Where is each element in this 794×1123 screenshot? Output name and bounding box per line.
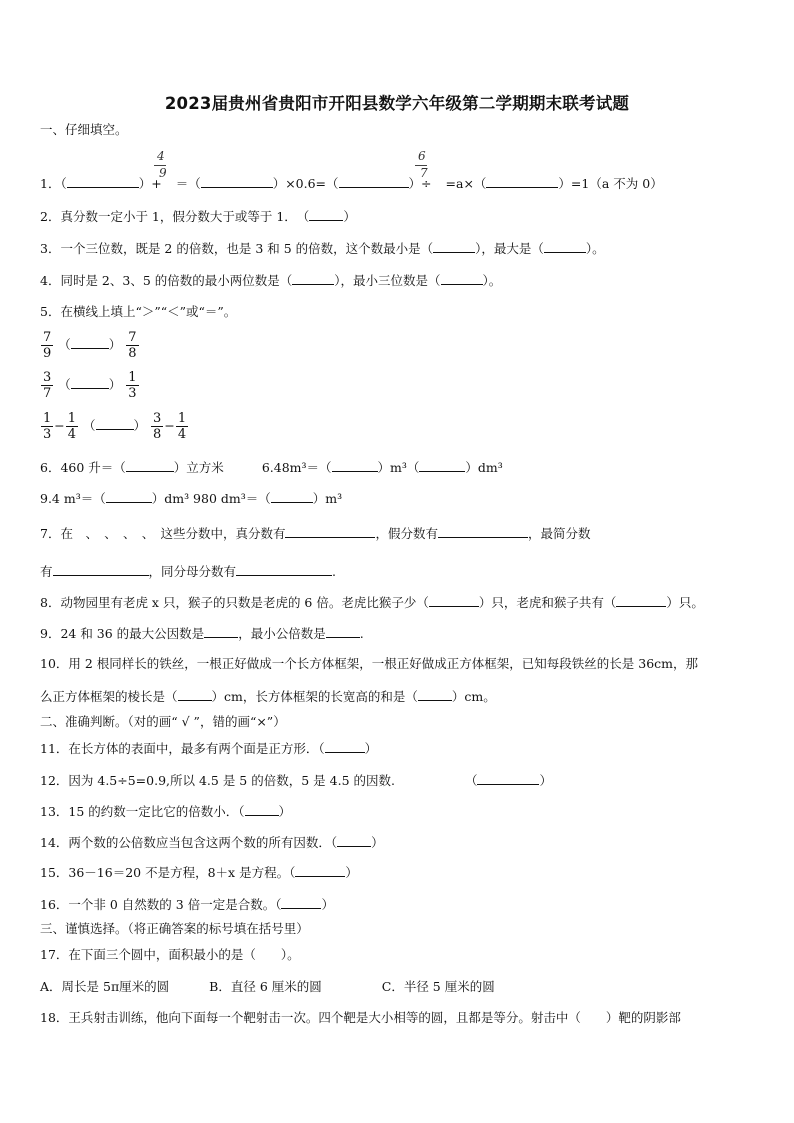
question-6: 6．460 升＝（ ）立方米 6.48m³＝（ ）m³（ ）dm³ — [40, 460, 503, 475]
blank[interactable] — [418, 688, 452, 701]
fraction: $\frac{3}{7}$ — [43, 370, 52, 401]
question-7: 7．在 、 、 、 、 这些分数中，真分数有 ，假分数有 ，最简分数 — [40, 526, 591, 541]
blank[interactable] — [178, 688, 212, 701]
option-b[interactable]: B．直径 6 厘米的圆 — [209, 979, 322, 994]
question-10: 10．用 2 根同样长的铁丝，一根正好做成一个长方体框架，一根正好做成正方体框架，已知每段铁丝的长是 36cm，那 — [40, 656, 699, 671]
blank[interactable] — [419, 459, 465, 472]
fraction: $\frac{1}{3}$ — [43, 411, 52, 442]
question-17-options — [40, 979, 495, 995]
section-2-heading: 二、准确判断。（对的画“ √ ”，错的画“×”） — [40, 714, 286, 729]
blank[interactable] — [204, 625, 238, 638]
blank[interactable] — [245, 803, 279, 816]
blank[interactable] — [339, 175, 409, 188]
blank[interactable] — [486, 175, 558, 188]
question-2: 2．真分数一定小于 1，假分数大于或等于 1． （ ） — [40, 209, 356, 224]
blank[interactable] — [616, 594, 666, 607]
blank[interactable] — [477, 772, 539, 785]
question-9: 9．24 和 36 的最大公因数是 ，最小公倍数是 . — [40, 626, 364, 641]
compare-row-1: $\frac{7}{9}$ （ ） $\frac{7}{8}$ — [43, 330, 137, 361]
fraction-numerator: 4 — [157, 149, 165, 163]
blank[interactable] — [441, 272, 483, 285]
question-10-cont: 么正方体框架的棱长是（ ）cm，长方体框架的长宽高的和是（ ）cm。 — [40, 689, 496, 704]
fraction: $\frac{7}{8}$ — [128, 330, 137, 361]
blank[interactable] — [309, 208, 343, 221]
blank[interactable] — [295, 864, 345, 877]
section-3-heading: 三、谨慎选择。（将正确答案的标号填在括号里） — [40, 921, 309, 936]
blank[interactable] — [53, 563, 149, 576]
blank[interactable] — [433, 240, 475, 253]
question-7-cont: 有 ，同分母分数有 . — [40, 564, 337, 579]
blank[interactable] — [292, 272, 334, 285]
question-14: 14．两个数的公倍数应当包含这两个数的所有因数．（ ） — [40, 835, 384, 850]
blank[interactable] — [325, 740, 365, 753]
blank[interactable] — [106, 490, 152, 503]
question-11: 11．在长方体的表面中，最多有两个面是正方形．（ ） — [40, 741, 378, 756]
blank[interactable] — [271, 490, 313, 503]
question-6b: 9.4 m³＝（ ）dm³ 980 dm³＝（ ）m³ — [40, 491, 343, 506]
question-13: 13．15 的约数一定比它的倍数小．（ ） — [40, 804, 292, 819]
question-12: 12．因为 4.5÷5=0.9,所以 4.5 是 5 的倍数，5 是 4.5 的因数. （ ） — [40, 773, 552, 788]
blank[interactable] — [71, 376, 109, 389]
blank[interactable] — [126, 459, 174, 472]
fraction: $\frac{1}{4}$ — [177, 411, 187, 442]
question-1: 1．（ ）+ ＝（ ）×0.6=（ ）÷ =a×（ ）=1（a 不为 0） — [40, 176, 663, 191]
question-18: 18．王兵射击训练，他向下面每一个靶射击一次。四个靶是大小相等的圆，且都是等分。射击中（ ）靶的阴影部 — [40, 1010, 681, 1025]
section-1-heading: 一、仔细填空。 — [40, 122, 128, 137]
fraction: $\frac{1}{4}$ — [67, 411, 77, 442]
blank[interactable] — [236, 563, 332, 576]
fraction-denominator: 9 — [159, 166, 167, 180]
option-c[interactable]: C．半径 5 厘米的圆 — [381, 979, 495, 994]
question-3: 3．一个三位数，既是 2 的倍数，也是 3 和 5 的倍数，这个数最小是（ ），最大是（ ）。 — [40, 241, 605, 256]
blank[interactable] — [429, 594, 479, 607]
blank[interactable] — [544, 240, 586, 253]
fraction-numerator: 6 — [418, 149, 426, 163]
fraction: $\frac{3}{8}$ — [153, 411, 162, 442]
fraction: $\frac{7}{9}$ — [43, 330, 52, 361]
blank[interactable] — [201, 175, 273, 188]
question-8: 8．动物园里有老虎 x 只，猴子的只数是老虎的 6 倍。老虎比猴子少（ ）只，老虎和猴子共有（ ）只。 — [40, 595, 704, 610]
compare-row-3: $\frac{1}{3}$ − $\frac{1}{4}$ （ ） $\frac{3}{8}$ − $\frac{1}{4}$ — [43, 411, 187, 442]
page-title: 2023届贵州省贵阳市开阳县数学六年级第二学期期末联考试题 — [164, 94, 630, 113]
question-16: 16．一个非 0 自然数的 3 倍一定是合数。（ ） — [40, 897, 334, 912]
compare-row-2: $\frac{3}{7}$ （ ） $\frac{1}{3}$ — [43, 370, 137, 401]
question-5: 5．在横线上填上“＞”“＜”或“＝”。 — [40, 304, 237, 319]
question-4: 4．同时是 2、3、5 的倍数的最小两位数是（ ），最小三位数是（ ）。 — [40, 273, 502, 288]
fraction-denominator: 7 — [420, 166, 428, 180]
blank[interactable] — [96, 417, 134, 430]
question-17: 17．在下面三个圆中，面积最小的是（ ）。 — [40, 947, 300, 962]
option-a[interactable]: A．周长是 5π厘米的圆 — [40, 979, 170, 994]
blank[interactable] — [285, 525, 375, 538]
question-15: 15．36－16＝20 不是方程，8＋x 是方程。（ ） — [40, 865, 358, 880]
blank[interactable] — [281, 896, 321, 909]
blank[interactable] — [438, 525, 528, 538]
blank[interactable] — [332, 459, 378, 472]
blank[interactable] — [337, 834, 371, 847]
blank[interactable] — [67, 175, 139, 188]
blank[interactable] — [71, 336, 109, 349]
fraction: $\frac{1}{3}$ — [128, 370, 137, 401]
blank[interactable] — [326, 625, 360, 638]
